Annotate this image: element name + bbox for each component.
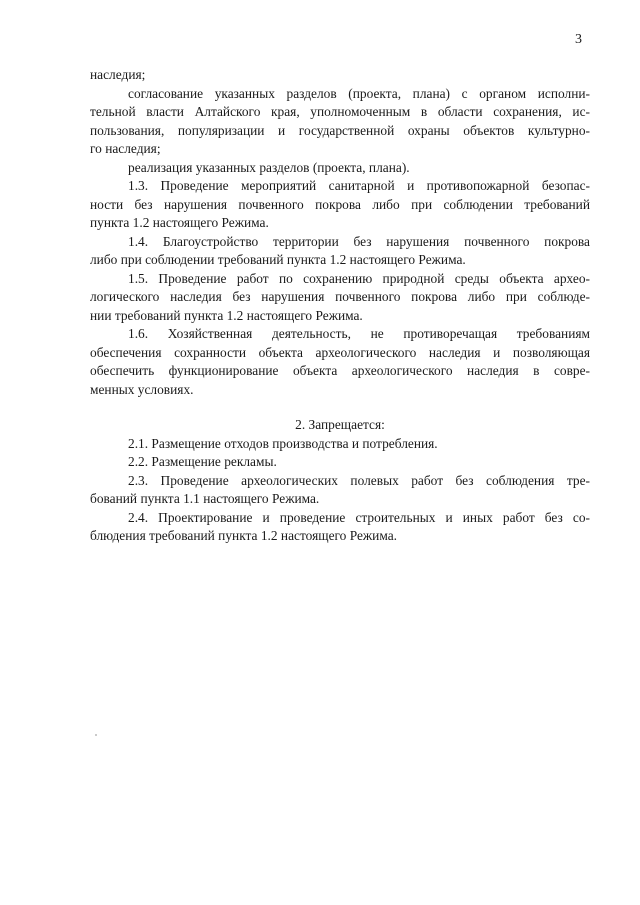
text-line: 2.4. Проектирование и проведение строительных и иных работ без со- [128, 509, 590, 525]
text-line: менных условиях. [90, 381, 194, 397]
text-line: тельной власти Алтайского края, уполномоченным в области сохранения, ис- [90, 104, 590, 119]
text-line: либо при соблюдении требований пункта 1.2 настоящего Режима. [90, 252, 466, 267]
text-line: логического наследия без нарушения почвенного покрова либо при соблюде- [90, 289, 590, 304]
paragraph-gap [90, 399, 590, 416]
document-body [90, 66, 590, 546]
text-line: блюдения требований пункта 1.2 настоящего Режима. [90, 528, 398, 543]
text-line: ности без нарушения почвенного покрова либо при соблюдении требований [90, 196, 590, 212]
text-line: реализация указанных разделов (проекта, плана). [128, 159, 410, 175]
text-line: обеспечения сохранности объекта археологического наследия и позволяющая [90, 344, 590, 360]
text-line: го наследия; [90, 141, 161, 156]
text-line: 2. Запрещается: [295, 417, 385, 432]
page-number: 3 [575, 32, 582, 47]
text-line: наследия; [90, 67, 146, 82]
text-line: пункта 1.2 настоящего Режима. [90, 215, 269, 230]
text-line: 2.2. Размещение рекламы. [128, 454, 277, 469]
scan-artifact [95, 734, 97, 736]
text-line: нии требований пункта 1.2 настоящего Режима. [90, 307, 363, 323]
text-line: обеспечить функционирование объекта археологического наследия в совре- [90, 363, 590, 378]
text-line: 1.3. Проведение мероприятий санитарной и противопожарной безопас- [128, 178, 590, 193]
text-line: согласование указанных разделов (проекта, плана) с органом исполни- [128, 85, 590, 101]
text-line: пользования, популяризации и государственной охраны объектов культурно- [90, 122, 590, 138]
text-line: 1.5. Проведение работ по сохранению природной среды объекта архео- [128, 270, 590, 286]
text-line: 1.6. Хозяйственная деятельность, не противоречащая требованиям [128, 326, 590, 341]
text-line: бований пункта 1.1 настоящего Режима. [90, 491, 320, 506]
text-line: 2.3. Проведение археологических полевых работ без соблюдения тре- [128, 472, 590, 488]
text-line: 2.1. Размещение отходов производства и потребления. [128, 435, 438, 451]
text-line: 1.4. Благоустройство территории без нарушения почвенного покрова [128, 233, 590, 249]
